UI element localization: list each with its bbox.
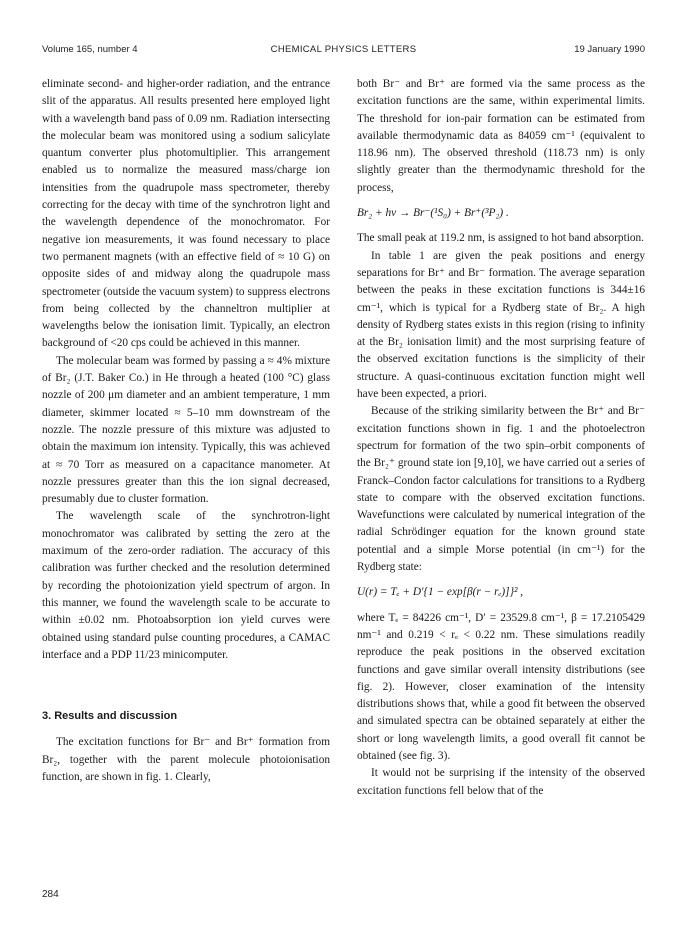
equation-ion-pair: Br₂ + hν → Br⁻(¹S₀) + Br⁺(³P₂) . xyxy=(357,207,509,220)
paragraph-intensity: It would not be surprising if the intensity of the observed excitation functions fell below that of the xyxy=(357,767,645,797)
paragraph-peak-separations: In table 1 are given the peak positions and energy separations for Br⁺ and Br⁻ formation. The average separation between the peaks in these excitation functions is 344±16 cm⁻¹, which is typical for a Rydberg state of Br₂. A high density of Rydberg states exists in this region (rising to infinity at the Br₂ ionisation limit) and the most surprising feature of the observed excitation functions is the simplicity of their structure. A quasi-continuous excitation function might well have been expected, a priori. xyxy=(357,249,645,401)
right-column xyxy=(357,76,645,800)
paragraph-franck-condon: Because of the striking similarity between the Br⁺ and Br⁻ excitation functions shown in fig. 1 and the photoelectron spectrum for formation of the two spin–orbit components of the Br₂⁺ ground state ion [9,10], we have carried out a series of Franck–Condon factor calculations for transitions to a Rydberg state to compare with the observed excitation functions. Wavefunctions were calculated by numerical integration of the radial Schrödinger equation for the known ground state potential and a simple Morse potential (in cm⁻¹) for the Rydberg state: xyxy=(357,405,645,574)
paragraph-molecular-beam: The molecular beam was formed by passing a ≈ 4% mixture of Br₂ (J.T. Baker Co.) in He through a heated (100 °C) glass nozzle of 200 μm diameter and an ambient temperature, 1 mm diameter, skimmer located ≈ 5–10 mm downstream of the nozzle. The nozzle pressure of this mixture was adjusted to obtain the maximum ion intensity. Typically, this was achieved at ≈ 70 Torr as measured on a capacitance manometer. At nozzle pressures greater than this the ion signal decreased, presumably due to cluster formation. xyxy=(42,354,330,506)
paragraph-simulation-results: where Tₑ = 84226 cm⁻¹, D′ = 23529.8 cm⁻¹, β = 17.2105429 nm⁻¹ and 0.219 < rₑ < 0.22 nm. These simulations readily reproduce the peak positions in the observed excitation functions and gave similar overall intensity distributions (see fig. 2). However, closer examination of the intensity distributions shows that, while a good fit between the observed and simulated spectra can be obtained separately at either the short or long wavelength limits, a good overall fit cannot be obtained (see fig. 3). xyxy=(357,611,645,762)
paragraph-hot-band: The small peak at 119.2 nm, is assigned to hot band absorption. xyxy=(357,232,644,245)
paragraph-results-intro: The excitation functions for Br⁻ and Br⁺ formation from Br₂, together with the parent molecule photoionisation function, are shown in fig. 1. Clearly, xyxy=(42,736,330,783)
paragraph-threshold: both Br⁻ and Br⁺ are formed via the same process as the excitation functions are the same, within experimental limits. The threshold for ion-pair formation can be estimated from available thermodynamic data as 84059 cm⁻¹ (equivalent to 118.96 nm). The observed threshold (118.73 nm) is only slightly greater than the thermodynamic threshold for the process, xyxy=(357,78,645,194)
journal-title: CHEMICAL PHYSICS LETTERS xyxy=(270,44,417,55)
paragraph-apparatus: eliminate second- and higher-order radiation, and the entrance slit of the apparatus. All results presented here employed light with a wavelength band pass of 0.09 nm. Radiation intersecting the molecular beam was monitored using a sodium salicylate quantum converter plus photomultiplier. This arrangement enabled us to normalize the measured mass/charge ion intensities from the quadrupole mass spectrometer, thereby correcting for the decay with time of the synchrotron light and the wavelength dependence of the monochromator. For negative ion measurements, it was found necessary to place two permanent magnets (with an effective field of ≈ 10 G) on opposite sides of and midway along the quadrupole mass spectrometer (outside the vacuum system) to suppress electrons from being collected by the channeltron multiplier at wavelengths below the ionisation limit. Typically, an electron background of <20 cps could be achieved in this manner. xyxy=(42,78,330,350)
equation-morse-potential: U(r) = Tₑ + D′{1 − exp[β(r − rₑ)]}² , xyxy=(357,586,524,599)
left-column xyxy=(42,76,330,786)
running-header xyxy=(42,44,645,58)
issue-date: 19 January 1990 xyxy=(574,44,645,55)
section-heading: 3. Results and discussion xyxy=(42,710,178,723)
page-number: 284 xyxy=(42,889,59,900)
paragraph-calibration: The wavelength scale of the synchrotron-light monochromator was calibrated by setting the zero at the maximum of the zero-order radiation. The accuracy of this calibration was further checked and the resolution determined by recording the photoionization yield spectrum of argon. In this manner, we found the wavelength scale to be accurate to within ±0.02 nm. Photoabsorption ion yield curves were obtained using standard pulse counting procedures, a CAMAC interface and a PDP 11/23 minicomputer. xyxy=(42,510,330,661)
volume-info: Volume 165, number 4 xyxy=(42,44,138,55)
